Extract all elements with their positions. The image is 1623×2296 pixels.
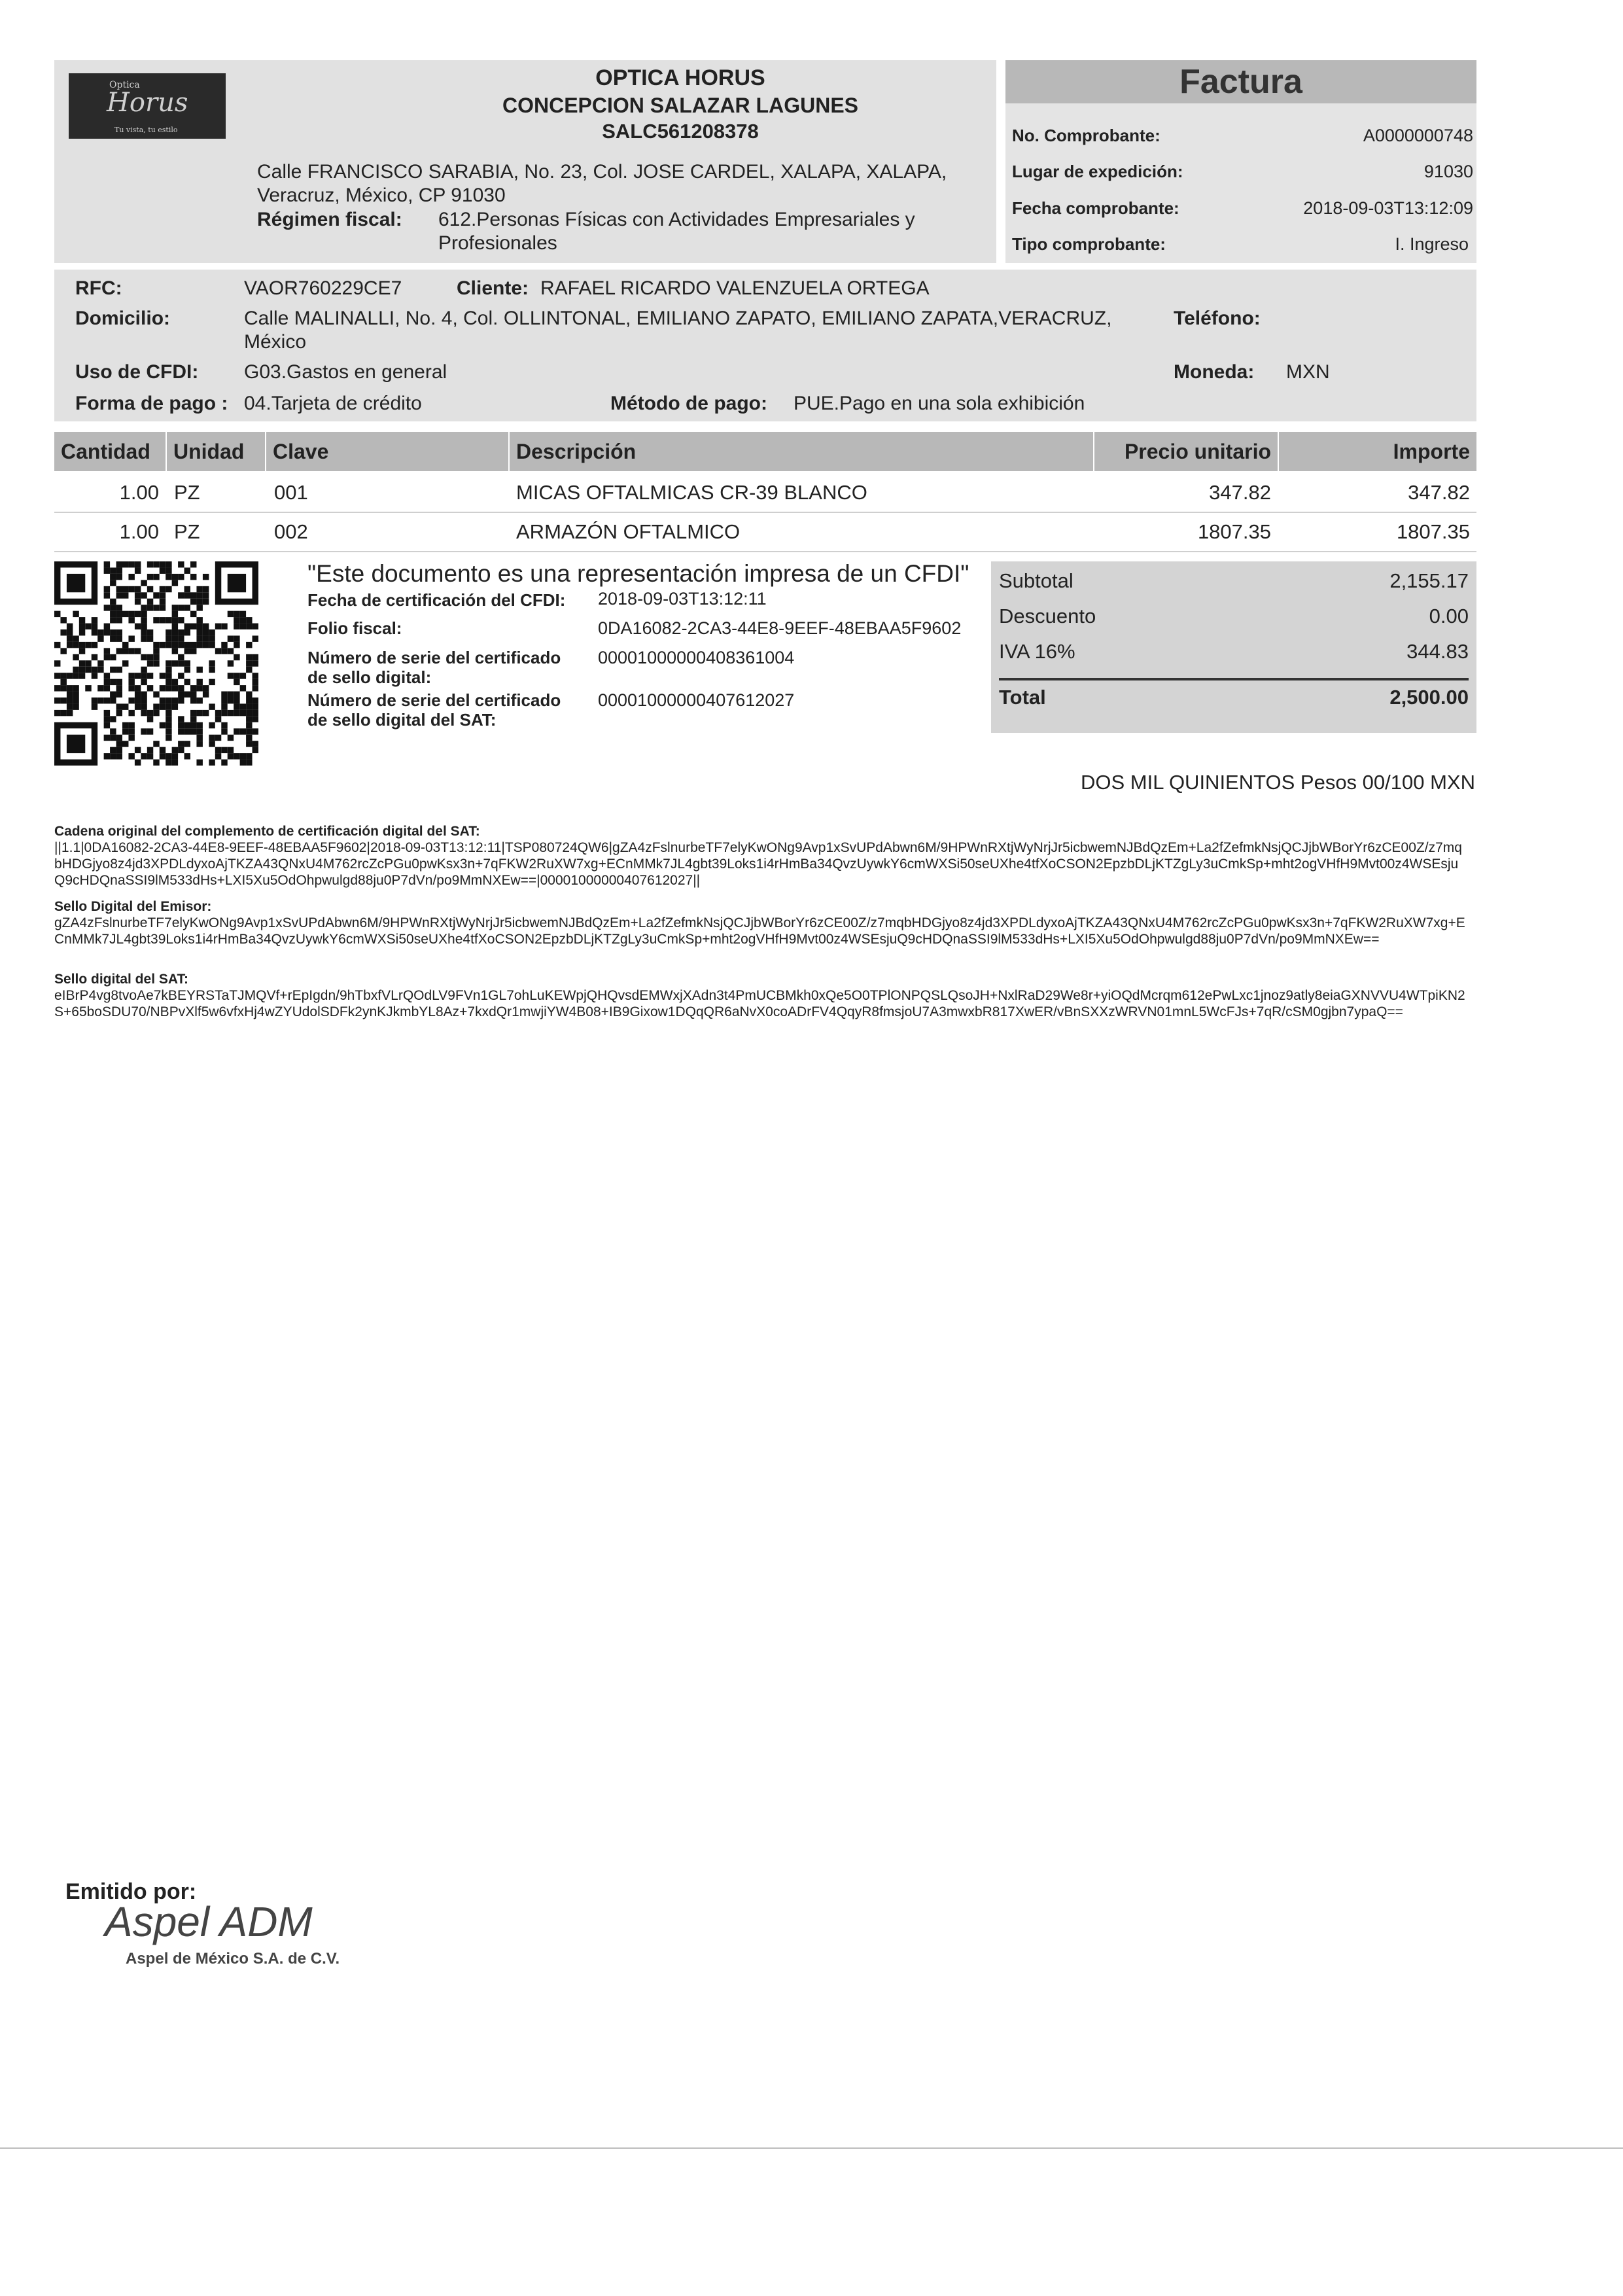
rfc-value: VAOR760229CE7 <box>244 277 402 299</box>
invoice-number-label: No. Comprobante: <box>1012 126 1161 145</box>
folio-label: Folio fiscal: <box>307 618 402 638</box>
descuento-label: Descuento <box>999 605 1096 627</box>
date-label: Fecha comprobante: <box>1012 198 1179 218</box>
logo-text: Horus <box>107 88 188 118</box>
table-row <box>54 513 1476 551</box>
row-importe: 1807.35 <box>1396 520 1470 543</box>
col-clave: Clave <box>266 432 508 471</box>
sello-emisor-value: gZA4zFslnurbeTF7elyKwONg9Avp1xSvUPdAbwn6M/9HPWnRXtjWyNrjJr5icbwemNJBdQzEm+La2fZefmkNsjQCJjbWBorYr6zCE00Z/z7mqbHDGjyo8z4jd3XPDLdyxoAjTKZA43QNxU4M762rcZcPGu0pwKsx3n+7qFKW2RuXW7xg+ECnMMk7JL4gbt39Loks1i4rHmBa34QvzUywkY6cmWXSi50seUXhe4tfXoCSON2EpzbDLjKTZgLy3uCmkSp+mht2ogVHfH9Mvt00z4WSEsjuQ9cHDQnaSSI9lM533dHs+LXI5Xu5OdOhpwulgd88ju0P7dVn/po9MmNXEw== <box>54 915 1465 947</box>
subtotal-row <box>999 569 1469 593</box>
row-unidad: PZ <box>174 520 200 543</box>
iva-label: IVA 16% <box>999 640 1075 663</box>
sello-sat-label: Sello digital del SAT: <box>54 972 188 987</box>
page-bottom-line <box>0 2147 1623 2149</box>
company-logo <box>69 73 226 139</box>
total-label: Total <box>999 686 1046 709</box>
aspel-brand: Aspel ADM <box>105 1898 313 1945</box>
row-clave: 002 <box>274 520 308 543</box>
serie-sat-label-1: Número de serie del certificado <box>307 690 561 710</box>
rfc-label: RFC: <box>75 277 122 299</box>
cliente-value: RAFAEL RICARDO VALENZUELA ORTEGA <box>540 277 930 299</box>
cfdi-statement: "Este documento es una representación impresa de un CFDI" <box>307 560 969 587</box>
qr-code <box>54 561 258 766</box>
moneda-value: MXN <box>1286 361 1330 383</box>
amount-in-words: DOS MIL QUINIENTOS Pesos 00/100 MXN <box>1081 771 1475 794</box>
regimen-label: Régimen fiscal: <box>257 209 402 230</box>
descuento-value: 0.00 <box>1429 605 1469 627</box>
forma-pago-label: Forma de pago : <box>75 393 228 414</box>
serie-value: 00001000000408361004 <box>598 648 795 667</box>
col-descripcion: Descripción <box>510 432 1093 471</box>
telefono-label: Teléfono: <box>1174 308 1261 329</box>
invoice-number-value: A0000000748 <box>1363 126 1473 145</box>
serie-label-1: Número de serie del certificado <box>307 648 561 667</box>
cert-date-label: Fecha de certificación del CFDI: <box>307 590 566 610</box>
iva-row <box>999 640 1469 663</box>
col-precio: Precio unitario <box>1094 432 1278 471</box>
issuer-rfc: SALC561208378 <box>602 120 759 143</box>
row-cantidad: 1.00 <box>119 520 159 543</box>
table-row <box>54 474 1476 512</box>
sello-emisor-label: Sello Digital del Emisor: <box>54 899 212 914</box>
uso-cfdi-label: Uso de CFDI: <box>75 361 199 383</box>
logo-tagline: Tu vista, tu estilo <box>114 126 178 134</box>
emitido-label: Emitido por: <box>65 1879 197 1904</box>
forma-pago-value: 04.Tarjeta de crédito <box>244 393 422 414</box>
total-row <box>999 686 1469 709</box>
totals-box <box>991 561 1476 733</box>
regimen-value-line1: 612.Personas Físicas con Actividades Empresariales y <box>438 209 915 230</box>
row-descripcion: ARMAZÓN OFTALMICO <box>516 520 741 543</box>
folio-value: 0DA16082-2CA3-44E8-9EEF-48EBAA5F9602 <box>598 618 962 638</box>
row-clave: 001 <box>274 481 308 504</box>
type-value: I. Ingreso <box>1395 234 1469 254</box>
descuento-row <box>999 605 1469 628</box>
row-precio: 347.82 <box>1209 481 1271 504</box>
metodo-pago-label: Método de pago: <box>610 393 767 414</box>
subtotal-value: 2,155.17 <box>1389 569 1469 592</box>
col-cantidad: Cantidad <box>54 432 166 471</box>
place-label: Lugar de expedición: <box>1012 162 1183 181</box>
row-unidad: PZ <box>174 481 200 504</box>
items-table-header <box>54 432 1476 471</box>
cliente-label: Cliente: <box>457 277 529 299</box>
sello-sat-value: eIBrP4vg8tvoAe7kBEYRSTaTJMQVf+rEpIgdn/9hTbxfVLrQOdLV9FVn1GL7ohLuKEWpjQHQvsdEMWxjXAdn3t4PmUCBMkh0xQe5O0TPlONPQSLQsoJH+NxlRaD29We8r+yiOQdMcrqm612ePwLxc1jnoz9atly8eiaGXNVVU4WTpiKN2S+65boSDU70/NBPvXlf5w6vfxHj4wZYUdolSDFk2ynKJkmbYL8Az+7kxdQr1mwjiYW4B08+IB9Gixow1DQqQR6aNvX0coADrFV4QqyR8fmsjoU7A3mwxbR817XwER/vBnSXXzWRVN01mnL5WcFJs+7qR/cSM0gjbn7ypaQ== <box>54 988 1465 1019</box>
regimen-value-line2: Profesionales <box>438 232 557 254</box>
uso-cfdi-value: G03.Gastos en general <box>244 361 447 383</box>
type-label: Tipo comprobante: <box>1012 234 1166 254</box>
col-unidad: Unidad <box>167 432 265 471</box>
place-value: 91030 <box>1423 162 1473 181</box>
issuer-name: OPTICA HORUS <box>595 65 765 90</box>
row-cantidad: 1.00 <box>119 481 159 504</box>
total-divider <box>999 678 1469 680</box>
serie-sat-value: 00001000000407612027 <box>598 690 795 710</box>
metodo-pago-value: PUE.Pago en una sola exhibición <box>794 393 1085 414</box>
subtotal-label: Subtotal <box>999 569 1073 592</box>
issuer-address-line1: Calle FRANCISCO SARABIA, No. 23, Col. JOSE CARDEL, XALAPA, XALAPA, <box>257 161 947 183</box>
cert-date-value: 2018-09-03T13:12:11 <box>598 589 767 609</box>
cadena-value: ||1.1|0DA16082-2CA3-44E8-9EEF-48EBAA5F9602|2018-09-03T13:12:11|TSP080724QW6|gZA4zFslnurbeTF7elyKwONg9Avp1xSvUPdAbwn6M/9HPWnRXtjWyNrjJr5icbwemNJBdQzEm+La2fZefmkNsjQCJjbWBorYr6zCE00Z/z7mqbHDGjyo8z4jd3XPDLdyxoAjTKZA43QNxU4M762rcZcPGu0pwKsx3n+7qFKW2RuXW7xg+ECnMMk7JL4gbt39Loks1i4rHmBa34QvzUywkY6cmWXSi50seUXhe4tfXoCSON2EpzbDLjKTZgLy3uCmkSp+mht2ogVHfH9Mvt00z4WSEsjuQ9cHDQnaSSI9lM533dHs+LXI5Xu5OdOhpwulgd88ju0P7dVn/po9MmNXEw==|00001000000407612027|| <box>54 840 1462 888</box>
invoice-title: Factura <box>1179 63 1302 101</box>
total-value: 2,500.00 <box>1389 686 1469 709</box>
iva-value: 344.83 <box>1406 640 1469 663</box>
domicilio-line2: México <box>244 331 307 353</box>
row-importe: 347.82 <box>1408 481 1470 504</box>
row-divider <box>54 551 1476 552</box>
domicilio-line1: Calle MALINALLI, No. 4, Col. OLLINTONAL, EMILIANO ZAPATO, EMILIANO ZAPATA,VERACRUZ, <box>244 308 1112 329</box>
domicilio-label: Domicilio: <box>75 308 171 329</box>
row-precio: 1807.35 <box>1197 520 1271 543</box>
serie-label-2: de sello digital: <box>307 667 432 687</box>
issuer-person: CONCEPCION SALAZAR LAGUNES <box>502 94 858 117</box>
logo-small-text: Optica <box>109 80 140 90</box>
cadena-label: Cadena original del complemento de certificación digital del SAT: <box>54 824 480 839</box>
aspel-company: Aspel de México S.A. de C.V. <box>126 1950 340 1968</box>
moneda-label: Moneda: <box>1174 361 1255 383</box>
row-descripcion: MICAS OFTALMICAS CR-39 BLANCO <box>516 481 867 504</box>
issuer-address-line2: Veracruz, México, CP 91030 <box>257 185 506 206</box>
serie-sat-label-2: de sello digital del SAT: <box>307 710 497 730</box>
date-value: 2018-09-03T13:12:09 <box>1303 198 1473 218</box>
col-importe: Importe <box>1279 432 1476 471</box>
